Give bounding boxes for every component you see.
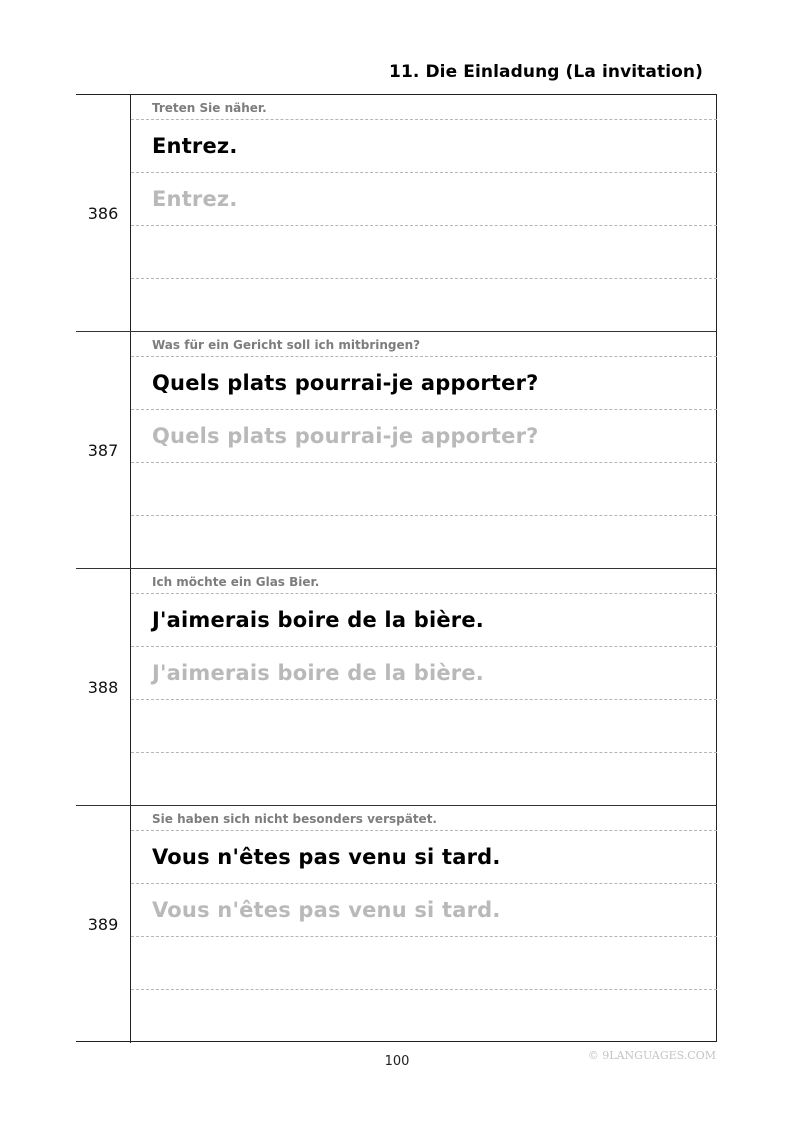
entry-number: 388 <box>87 677 119 697</box>
hint-row <box>131 569 717 594</box>
practice-entry <box>76 332 717 569</box>
trace-row <box>131 173 717 226</box>
hint-row <box>131 806 717 831</box>
hint-row <box>131 95 717 120</box>
hint-row <box>131 332 717 357</box>
trace-row <box>131 647 717 700</box>
trace-row <box>131 410 717 463</box>
entry-number: 387 <box>87 440 119 460</box>
blank-writing-line <box>131 937 717 990</box>
chapter-title: 11. Die Einladung (La invitation) <box>389 62 703 82</box>
practice-worksheet <box>76 94 717 1042</box>
blank-writing-line <box>131 990 717 1043</box>
german-hint: Sie haben sich nicht besonders verspätet. <box>152 812 437 826</box>
trace-sentence: J'aimerais boire de la bière. <box>152 661 484 685</box>
watermark: © 9LANGUAGES.COM <box>587 1049 716 1062</box>
model-sentence-row <box>131 357 717 410</box>
entry-number-cell <box>76 332 131 568</box>
page-number: 100 <box>384 1054 410 1069</box>
french-sentence: Quels plats pourrai-je apporter? <box>152 371 539 395</box>
trace-sentence: Entrez. <box>152 187 238 211</box>
blank-writing-line <box>131 700 717 753</box>
blank-writing-line <box>131 226 717 279</box>
practice-entry <box>76 95 717 332</box>
blank-writing-line <box>131 516 717 569</box>
trace-sentence: Quels plats pourrai-je apporter? <box>152 424 539 448</box>
entry-number: 389 <box>87 915 119 934</box>
writing-lines <box>131 95 717 331</box>
german-hint: Treten Sie näher. <box>152 101 267 115</box>
entry-number-cell <box>76 806 131 1043</box>
model-sentence-row <box>131 120 717 173</box>
blank-writing-line <box>131 279 717 332</box>
blank-writing-line <box>131 463 717 516</box>
german-hint: Was für ein Gericht soll ich mitbringen? <box>152 338 421 352</box>
entry-number-cell <box>76 569 131 805</box>
writing-lines <box>131 806 717 1043</box>
trace-row <box>131 884 717 937</box>
practice-entry <box>76 806 717 1043</box>
french-sentence: Entrez. <box>152 134 238 158</box>
model-sentence-row <box>131 831 717 884</box>
writing-lines <box>131 332 717 568</box>
french-sentence: J'aimerais boire de la bière. <box>152 608 484 632</box>
practice-entry <box>76 569 717 806</box>
blank-writing-line <box>131 753 717 806</box>
model-sentence-row <box>131 594 717 647</box>
trace-sentence: Vous n'êtes pas venu si tard. <box>152 898 501 922</box>
german-hint: Ich möchte ein Glas Bier. <box>152 575 320 589</box>
entry-number: 386 <box>87 203 119 223</box>
writing-lines <box>131 569 717 805</box>
entry-number-cell <box>76 95 131 331</box>
french-sentence: Vous n'êtes pas venu si tard. <box>152 845 501 869</box>
